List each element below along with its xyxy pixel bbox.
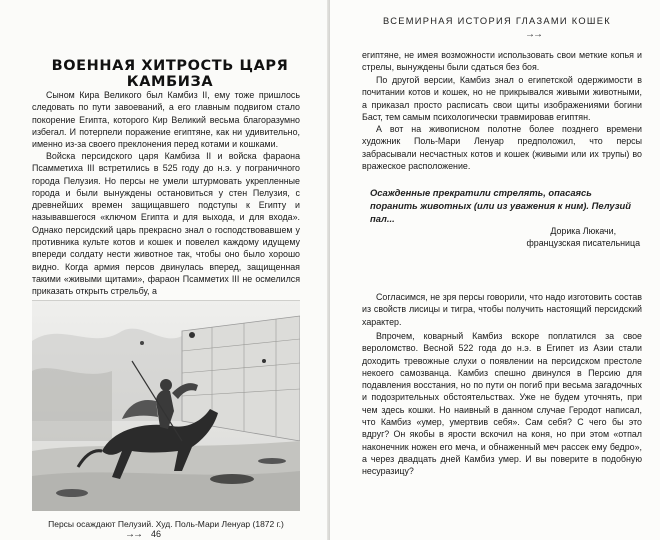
left-paragraph-1: Сыном Кира Великого был Камбиз II, ему тоже пришлось следовать по пути завоеваний, а его главным подвигом стало покорение Египта, которого Кир Великий весьма благоразумно избегал. И потерпели поражение египтяне, как ни удивительно, именно из-за своего преклонения перед котами и кошками. — [32, 90, 300, 150]
left-page — [0, 0, 329, 540]
epigraph-quote: Осажденные прекратили стрелять, опасаясь поранить животных (или из уважения к ним). Пелузий пал... — [370, 187, 631, 224]
quote-attribution — [526, 225, 640, 250]
right-paragraph-2: По другой версии, Камбиз знал о египетской одержимости в почитании котов и кошек, но не прикрывался живыми животными, а приказал просто расписать свои щиты изображениями богини Баст, тем самым психологически травмировав египтян. — [362, 75, 642, 122]
right-paragraph-1: египтяне, не имея возможности использовать свои меткие копья и стрелы, вынуждены были сдаться без боя. — [362, 50, 642, 73]
page-footer — [125, 529, 161, 540]
page-number: 46 — [151, 529, 162, 539]
chapter-title: ВОЕННАЯ ХИТРОСТЬ ЦАРЯ КАМБИЗА — [51, 58, 289, 90]
right-paragraph-3: А вот на живописном полотне более позднего времени художник Поль-Мари Ленуар предположил, что персы забрасывали несчастных котов и кошек (живыми или их трупы) во вражеское расположение. — [362, 124, 642, 171]
left-paragraph-2: Войска персидского царя Камбиза II и войска фараона Псамметиха III встретились в 525 году до н.э. у пограничного города Пелузия. Но персы не умели штурмовать укрепленные города и были вынуждены остановиться у стен Пелузия, с древнейших времен защищавшего подступы к Египту и называвшегося «ключом Египта и для выхода, и для входа». Однако персидский царь прекрасно знал о господствовавшем у противника культе котов и кошек и повелел каждому идущему впереди солдату нести животное так, чтобы оно было хорошо видно. Когда армия персов двинулась вперед, защищенная такими «живыми щитами», фараон Псамметих III не осмелился приказать открыть стрельбу, а — [32, 151, 300, 297]
attribution-role: французская писательница — [526, 238, 640, 249]
illustration-persian-siege — [32, 300, 300, 511]
right-paragraph-5: Впрочем, коварный Камбиз вскоре поплатился за свое вероломство. Весной 522 года до н.э. в Египет из Азии стали доходить тревожные слухи о появлении на персидском престоле некоего самозванца. Камбиз спешно двинулся в Персию для подавления восстания, но по пути он погиб при весьма загадочных и подозрительных обстоятельствах. Уже не будем уточнять, при чем здесь кошки. Но наивный в данном случае Геродот написал, что Камбиз «умер, умертвив себя». Сам себя? С чего бы это вдруг? Он якобы в ярости вскочил на коня, но при этом «отпал наконечник ножен его меча, и обнаженный меч рассек ему бедро», а через двадцать дней Камбиз умер. И вы поверите в подобную несуразицу? — [362, 331, 642, 477]
right-page — [330, 0, 660, 540]
illustration-caption: Персы осаждают Пелузий. Худ. Поль-Мари Ленуар (1872 г.) — [48, 519, 284, 529]
attribution-name: Дорика Люкачи, — [550, 226, 617, 236]
running-header: ВСЕМИРНАЯ ИСТОРИЯ ГЛАЗАМИ КОШЕК — [383, 16, 611, 26]
engraving-horseman-image — [32, 301, 300, 511]
footer-arrows-icon: →→ — [125, 529, 141, 540]
header-arrows-icon: →→ — [525, 29, 541, 40]
right-paragraph-4: Согласимся, не зря персы говорили, что надо изготовить состав из свойств лисицы и тигра, чтобы получить настоящий персидский характер. — [362, 292, 642, 327]
